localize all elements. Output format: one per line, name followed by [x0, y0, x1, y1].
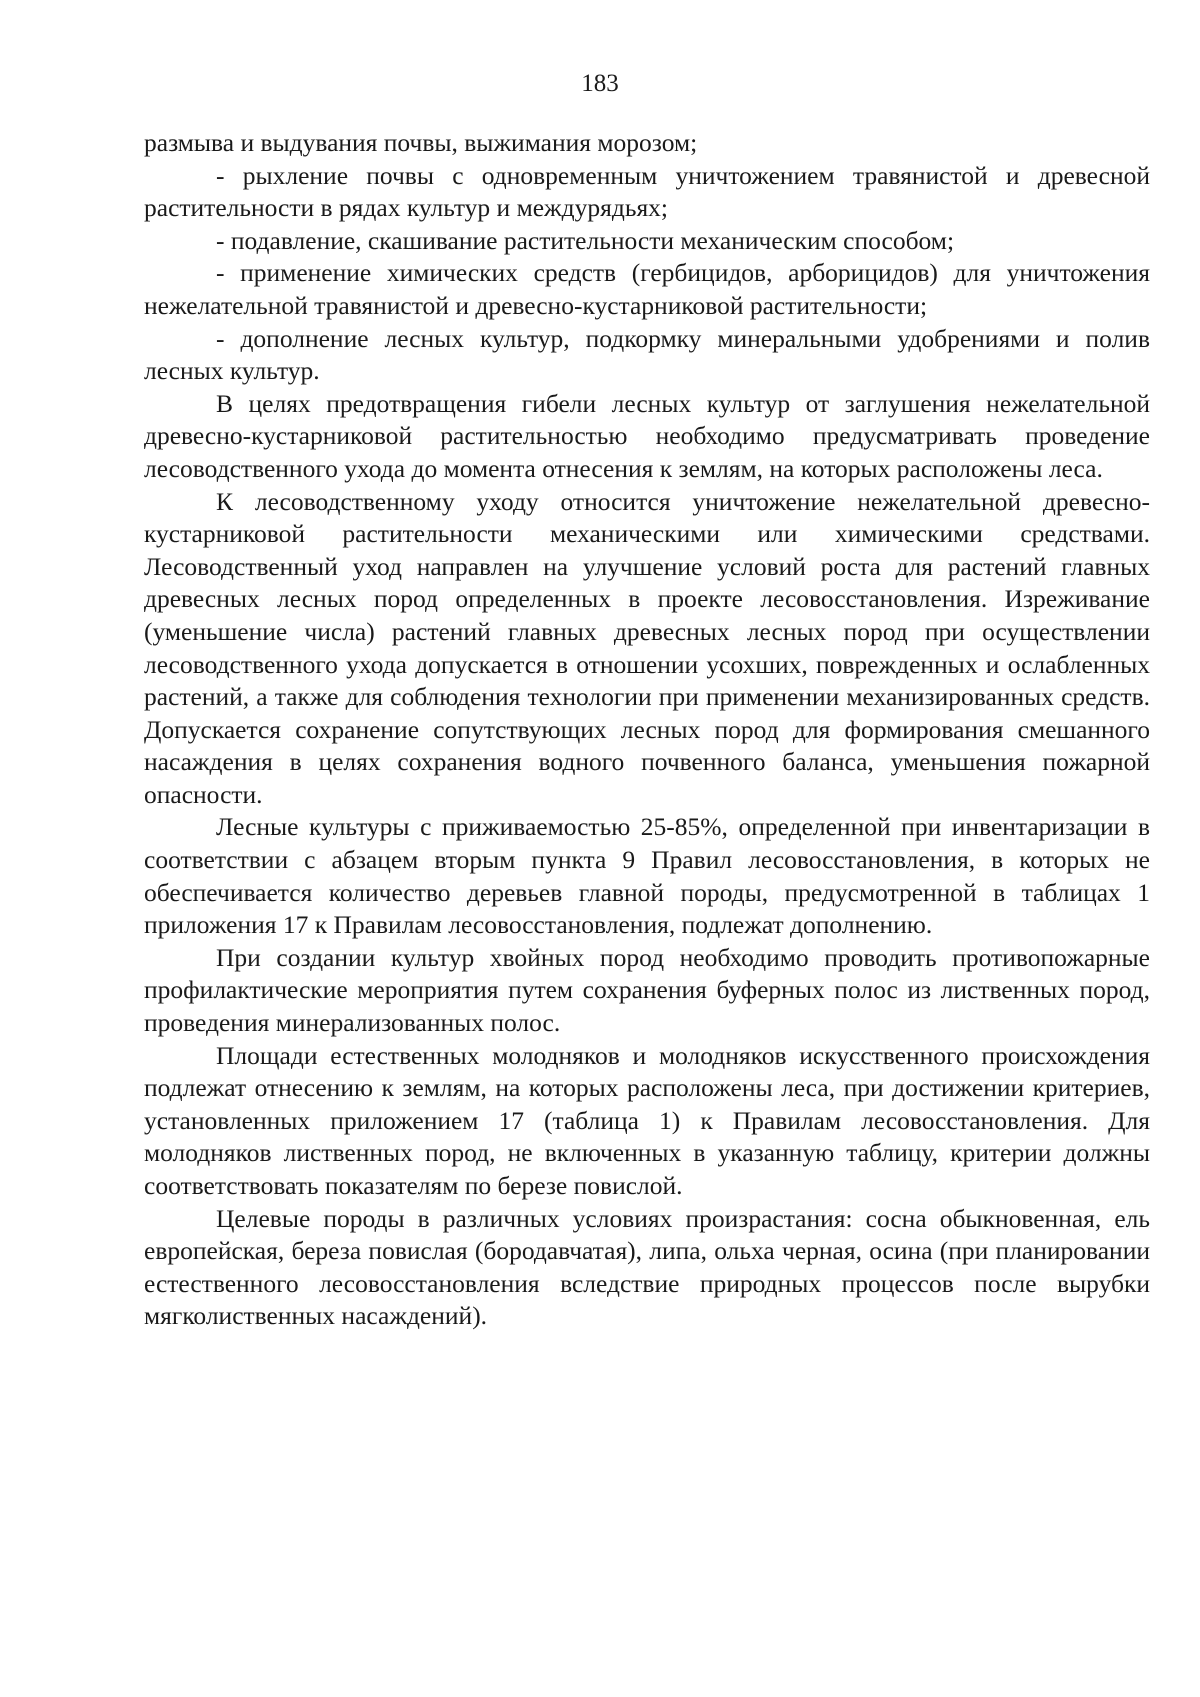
paragraph-3: - подавление, скашивание растительности механическим способом;: [216, 225, 955, 255]
paragraph-10: Площади естественных молодняков и молодняков искусственного происхождения подлежат отнесению к землям, на которых расположены леса, при достижении критериев, установленных приложением 17 (таблица 1) к Правилам лесовосстановления. Для молодняков лиственных пород, не включенных в указанную таблицу, критерии должны соответствовать показателям по березе повислой.: [144, 1040, 1150, 1200]
paragraph-1: размыва и выдувания почвы, выжимания морозом;: [144, 128, 698, 157]
paragraph-11: Целевые породы в различных условиях произрастания: сосна обыкновенная, ель европейская, береза повислая (бородавчатая), липа, ольха черная, осина (при планировании естественного лесовосстановления вследствие природных процессов после вырубки мягколиственных насаждений).: [144, 1203, 1150, 1331]
paragraph-7: К лесоводственному уходу относится уничтожение нежелательной древесно-кустарниковой растительности механическими или химическими средствами. Лесоводственный уход направлен на улучшение условий роста для растений главных древесных лесных пород определенных в проекте лесовосстановления. Изреживание (уменьшение числа) растений главных древесных лесных пород при осуществлении лесоводственного ухода допускается в отношении усохших, поврежденных и ослабленных растений, а также для соблюдения технологии при применении механизированных средств. Допускается сохранение сопутствующих лесных пород для формирования смешанного насаждения в целях сохранения водного почвенного баланса, уменьшения пожарной опасности.: [144, 486, 1150, 809]
page-number: 183: [581, 70, 619, 97]
text-body: [144, 127, 1150, 1333]
paragraph-2: - рыхление почвы с одновременным уничтожением травянистой и древесной растительности в рядах культур и междурядьях;: [144, 160, 1150, 223]
paragraph-8: Лесные культуры с приживаемостью 25-85%, определенной при инвентаризации в соответствии с абзацем вторым пункта 9 Правил лесовосстановления, в которых не обеспечивается количество деревьев главной породы, предусмотренной в таблицах 1 приложения 17 к Правилам лесовосстановления, подлежат дополнению.: [144, 812, 1150, 940]
paragraph-5: - дополнение лесных культур, подкормку минеральными удобрениями и полив лесных культур.: [144, 323, 1150, 386]
paragraph-9: При создании культур хвойных пород необходимо проводить противопожарные профилактические мероприятия путем сохранения буферных полос из лиственных пород, проведения минерализованных полос.: [144, 942, 1150, 1038]
paragraph-4: - применение химических средств (гербицидов, арборицидов) для уничтожения нежелательной травянистой и древесно-кустарниковой растительности;: [144, 258, 1150, 320]
paragraph-6: В целях предотвращения гибели лесных культур от заглушения нежелательной древесно-кустарниковой растительностью необходимо предусматривать проведение лесоводственного ухода до момента отнесения к землям, на которых расположены леса.: [144, 388, 1150, 483]
